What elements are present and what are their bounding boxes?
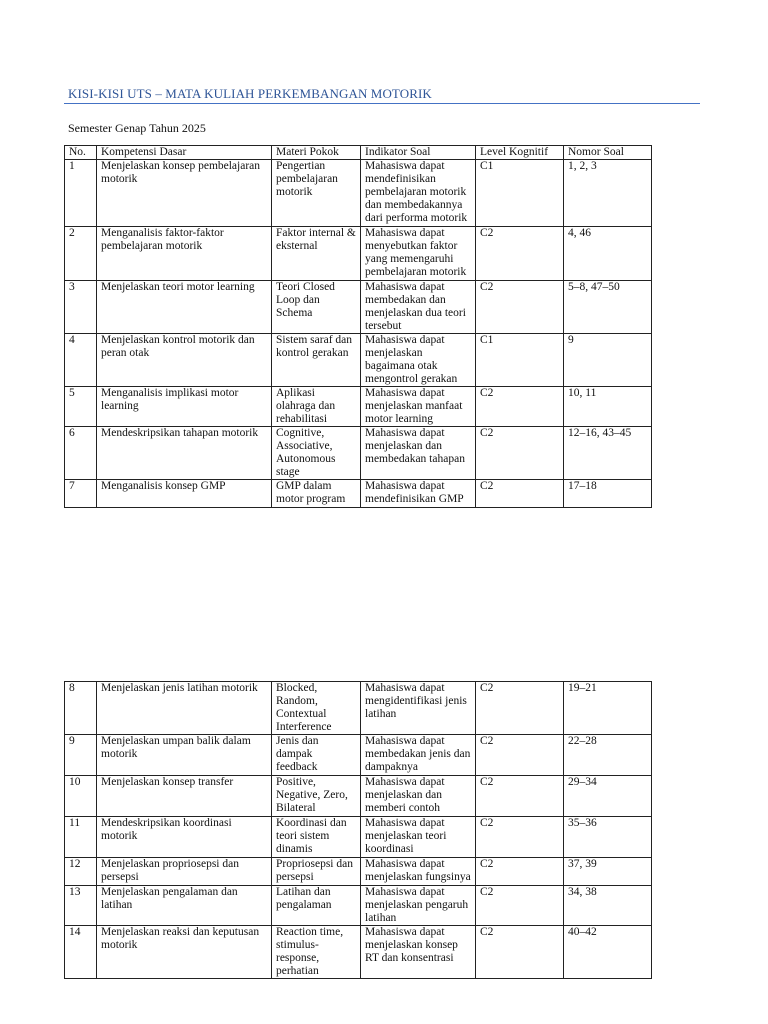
cell-nomor-soal: 12–16, 43–45: [564, 427, 652, 480]
cell-nomor-soal: 9: [564, 334, 652, 387]
cell-nomor-soal: 10, 11: [564, 387, 652, 427]
cell-level-kognitif: C2: [476, 682, 564, 735]
cell-no: 10: [65, 776, 97, 817]
table-row: [65, 682, 652, 735]
table-row: [65, 387, 652, 427]
cell-indikator-soal: Mahasiswa dapat menjelaskan bagaimana otak mengontrol gerakan: [361, 334, 476, 387]
cell-indikator-soal: Mahasiswa dapat menjelaskan fungsinya: [361, 858, 476, 886]
cell-no: 1: [65, 160, 97, 227]
cell-nomor-soal: 22–28: [564, 735, 652, 776]
cell-nomor-soal: 4, 46: [564, 227, 652, 281]
cell-kompetensi-dasar: Menjelaskan umpan balik dalam motorik: [97, 735, 272, 776]
cell-nomor-soal: 35–36: [564, 817, 652, 858]
cell-materi-pokok: Faktor internal & eksternal: [272, 227, 361, 281]
table-row: [65, 926, 652, 979]
table-row: [65, 858, 652, 886]
cell-indikator-soal: Mahasiswa dapat menjelaskan dan membedakan tahapan: [361, 427, 476, 480]
cell-materi-pokok: Pengertian pembelajaran motorik: [272, 160, 361, 227]
cell-materi-pokok: Positive, Negative, Zero, Bilateral: [272, 776, 361, 817]
header-level-kognitif: Level Kognitif: [476, 146, 564, 160]
cell-nomor-soal: 5–8, 47–50: [564, 281, 652, 334]
table-row: [65, 776, 652, 817]
table-row: [65, 281, 652, 334]
cell-nomor-soal: 19–21: [564, 682, 652, 735]
header-kompetensi-dasar: Kompetensi Dasar: [97, 146, 272, 160]
cell-level-kognitif: C1: [476, 160, 564, 227]
document-title: KISI-KISI UTS – MATA KULIAH PERKEMBANGAN MOTORIK: [68, 86, 432, 101]
cell-level-kognitif: C2: [476, 926, 564, 979]
table-row: [65, 886, 652, 926]
title-divider: [64, 103, 700, 104]
cell-level-kognitif: C2: [476, 427, 564, 480]
cell-level-kognitif: C2: [476, 817, 564, 858]
table-header-row: [65, 146, 652, 160]
table-row: [65, 227, 652, 281]
header-nomor-soal: Nomor Soal: [564, 146, 652, 160]
cell-indikator-soal: Mahasiswa dapat menjelaskan teori koordinasi: [361, 817, 476, 858]
cell-kompetensi-dasar: Menjelaskan propriosepsi dan persepsi: [97, 858, 272, 886]
table-row: [65, 735, 652, 776]
table-body-page2: [65, 682, 652, 979]
cell-kompetensi-dasar: Mendeskripsikan koordinasi motorik: [97, 817, 272, 858]
table-row: [65, 817, 652, 858]
cell-nomor-soal: 17–18: [564, 480, 652, 508]
cell-kompetensi-dasar: Menjelaskan pengalaman dan latihan: [97, 886, 272, 926]
table-row: [65, 160, 652, 227]
cell-level-kognitif: C1: [476, 334, 564, 387]
table-row: [65, 480, 652, 508]
cell-no: 5: [65, 387, 97, 427]
cell-level-kognitif: C2: [476, 480, 564, 508]
cell-materi-pokok: GMP dalam motor program: [272, 480, 361, 508]
cell-kompetensi-dasar: Menjelaskan jenis latihan motorik: [97, 682, 272, 735]
cell-materi-pokok: Blocked, Random, Contextual Interference: [272, 682, 361, 735]
cell-nomor-soal: 34, 38: [564, 886, 652, 926]
cell-indikator-soal: Mahasiswa dapat mengidentifikasi jenis latihan: [361, 682, 476, 735]
cell-no: 4: [65, 334, 97, 387]
cell-no: 2: [65, 227, 97, 281]
kisi-table-page1: [64, 145, 652, 508]
cell-no: 6: [65, 427, 97, 480]
cell-materi-pokok: Reaction time, stimulus-response, perhatian: [272, 926, 361, 979]
cell-no: 3: [65, 281, 97, 334]
cell-indikator-soal: Mahasiswa dapat membedakan jenis dan dampaknya: [361, 735, 476, 776]
cell-no: 14: [65, 926, 97, 979]
cell-kompetensi-dasar: Menjelaskan reaksi dan keputusan motorik: [97, 926, 272, 979]
cell-no: 8: [65, 682, 97, 735]
cell-indikator-soal: Mahasiswa dapat menjelaskan pengaruh latihan: [361, 886, 476, 926]
cell-materi-pokok: Sistem saraf dan kontrol gerakan: [272, 334, 361, 387]
cell-indikator-soal: Mahasiswa dapat menjelaskan dan memberi contoh: [361, 776, 476, 817]
cell-indikator-soal: Mahasiswa dapat menjelaskan manfaat motor learning: [361, 387, 476, 427]
cell-materi-pokok: Jenis dan dampak feedback: [272, 735, 361, 776]
cell-indikator-soal: Mahasiswa dapat membedakan dan menjelaskan dua teori tersebut: [361, 281, 476, 334]
cell-nomor-soal: 29–34: [564, 776, 652, 817]
cell-nomor-soal: 1, 2, 3: [564, 160, 652, 227]
cell-materi-pokok: Propriosepsi dan persepsi: [272, 858, 361, 886]
cell-kompetensi-dasar: Menganalisis faktor-faktor pembelajaran motorik: [97, 227, 272, 281]
cell-no: 9: [65, 735, 97, 776]
cell-indikator-soal: Mahasiswa dapat mendefinisikan GMP: [361, 480, 476, 508]
cell-kompetensi-dasar: Menganalisis konsep GMP: [97, 480, 272, 508]
cell-level-kognitif: C2: [476, 735, 564, 776]
cell-no: 11: [65, 817, 97, 858]
header-no: No.: [65, 146, 97, 160]
cell-level-kognitif: C2: [476, 227, 564, 281]
header-indikator-soal: Indikator Soal: [361, 146, 476, 160]
cell-materi-pokok: Koordinasi dan teori sistem dinamis: [272, 817, 361, 858]
table-body-page1: [65, 160, 652, 508]
cell-no: 12: [65, 858, 97, 886]
table-row: [65, 427, 652, 480]
cell-kompetensi-dasar: Menganalisis implikasi motor learning: [97, 387, 272, 427]
cell-kompetensi-dasar: Menjelaskan konsep pembelajaran motorik: [97, 160, 272, 227]
cell-indikator-soal: Mahasiswa dapat mendefinisikan pembelajaran motorik dan membedakannya dari performa motorik: [361, 160, 476, 227]
header-materi-pokok: Materi Pokok: [272, 146, 361, 160]
kisi-table-page2: [64, 681, 652, 979]
cell-no: 7: [65, 480, 97, 508]
cell-materi-pokok: Teori Closed Loop dan Schema: [272, 281, 361, 334]
cell-kompetensi-dasar: Mendeskripsikan tahapan motorik: [97, 427, 272, 480]
semester-label: Semester Genap Tahun 2025: [68, 121, 206, 135]
cell-kompetensi-dasar: Menjelaskan kontrol motorik dan peran otak: [97, 334, 272, 387]
cell-level-kognitif: C2: [476, 776, 564, 817]
cell-kompetensi-dasar: Menjelaskan teori motor learning: [97, 281, 272, 334]
cell-materi-pokok: Aplikasi olahraga dan rehabilitasi: [272, 387, 361, 427]
cell-materi-pokok: Latihan dan pengalaman: [272, 886, 361, 926]
cell-level-kognitif: C2: [476, 858, 564, 886]
cell-nomor-soal: 40–42: [564, 926, 652, 979]
cell-level-kognitif: C2: [476, 387, 564, 427]
cell-indikator-soal: Mahasiswa dapat menyebutkan faktor yang memengaruhi pembelajaran motorik: [361, 227, 476, 281]
table-row: [65, 334, 652, 387]
cell-indikator-soal: Mahasiswa dapat menjelaskan konsep RT dan konsentrasi: [361, 926, 476, 979]
cell-no: 13: [65, 886, 97, 926]
cell-level-kognitif: C2: [476, 281, 564, 334]
cell-nomor-soal: 37, 39: [564, 858, 652, 886]
cell-materi-pokok: Cognitive, Associative, Autonomous stage: [272, 427, 361, 480]
cell-kompetensi-dasar: Menjelaskan konsep transfer: [97, 776, 272, 817]
cell-level-kognitif: C2: [476, 886, 564, 926]
